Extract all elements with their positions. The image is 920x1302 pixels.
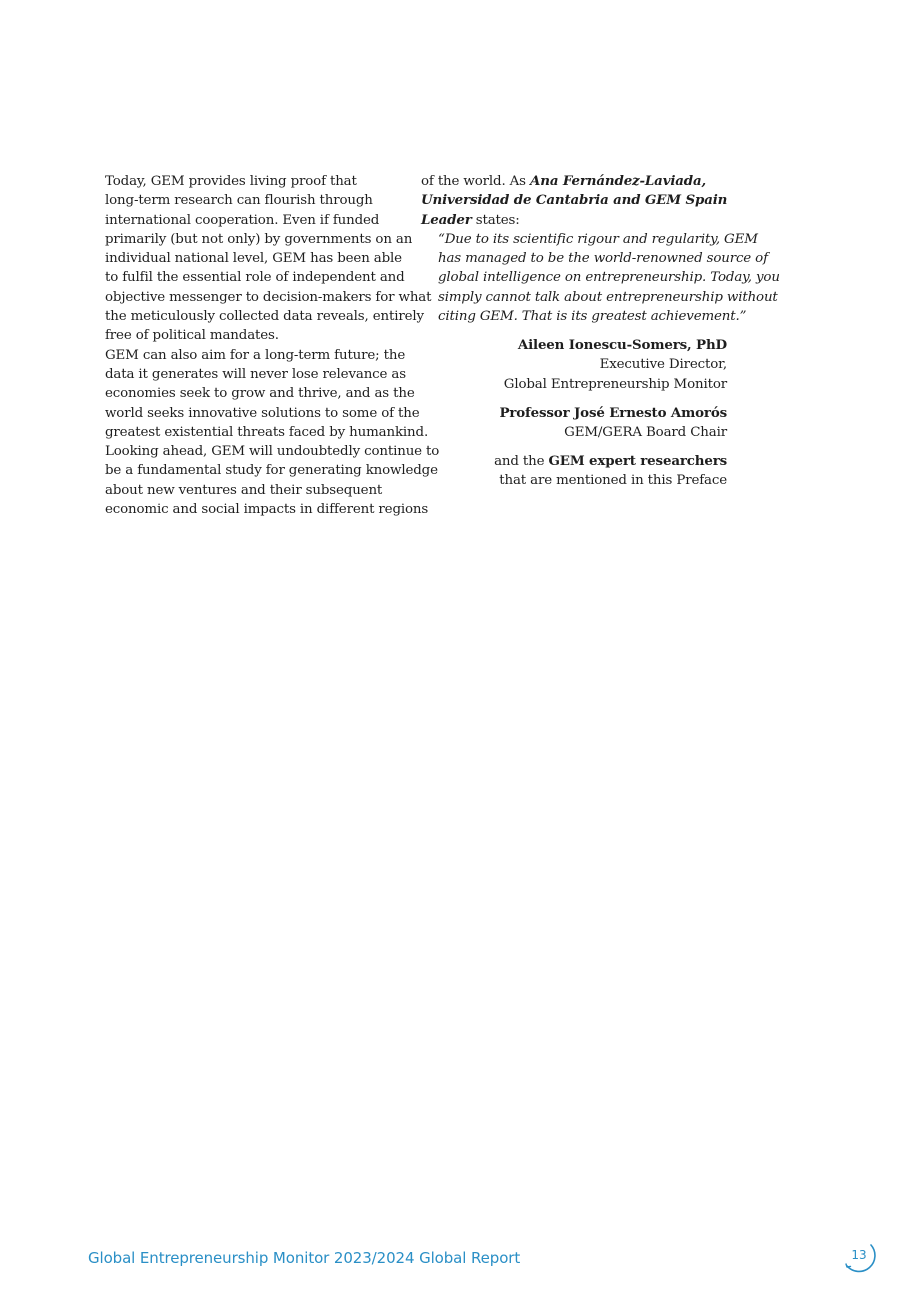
text-line: the meticulously collected data reveals, entirely [105,309,424,325]
signatory-title: GEM/GERA Board Chair [564,424,727,440]
text-line [421,172,727,191]
attribution-affiliation: Universidad de Cantabria and GEM Spain [421,192,728,209]
signatory-name: Aileen Ionescu-Somers, PhD [517,337,727,354]
text-line: long-term research can flourish through [105,193,373,209]
text-line: be a fundamental study for generating knowledge [105,463,438,479]
text-line: GEM can also aim for a long-term future; the [105,347,406,363]
text-line: free of political mandates. [105,328,279,344]
left-column [88,172,440,519]
signatory-organization: Global Entrepreneurship Monitor [503,376,727,392]
text-line: about new ventures and their subsequent [105,482,383,498]
page-number-badge [843,1240,877,1274]
text-line: Today, GEM provides living proof that [105,174,357,189]
signatory-prefix: and the [494,453,549,469]
text-line: greatest existential threats faced by humankind. [105,424,429,440]
signatory-name: Professor José Ernesto Amorós [499,404,727,421]
signatory-note: that are mentioned in this Preface [499,473,727,489]
text-line: primarily (but not only) by governments on an [105,231,413,247]
text-line: economic and social impacts in different regions [105,502,429,518]
page-number: 13 [851,1248,867,1262]
footer-report-title: Global Entrepreneurship Monitor 2023/2024 Global Report [88,1249,521,1267]
text-line [421,452,727,471]
attribution-name: Ana Fernández-Laviada, [530,173,707,189]
text-line: to fulfil the essential role of independent and [105,270,405,286]
signature-board-chair [421,404,727,443]
quote-block [421,230,780,326]
signature-executive-director [421,336,727,394]
text-line: individual national level, GEM has been able [105,251,402,267]
paragraph-attribution [421,172,727,230]
signatory-title: Executive Director, [599,357,727,373]
quote-line: “Due to its scientific rigour and regularity, GEM [438,231,758,247]
text-line: economies seek to grow and thrive, and as the [105,386,415,402]
text-line [421,211,727,230]
quote-line: global intelligence on entrepreneurship. Today, you [438,270,780,286]
signatory-group: GEM expert researchers [548,452,727,469]
text-line: Looking ahead, GEM will undoubtedly continue to [105,444,440,460]
intro-text: of the world. As [421,174,531,189]
quote-line: citing GEM. That is its greatest achievement.” [438,309,747,325]
text-line: international cooperation. Even if funded [105,212,380,228]
text-line: data it generates will never lose relevance as [105,366,406,382]
intro-text-end: states: [471,212,520,228]
text-line: objective messenger to decision-makers for what [105,289,432,305]
paragraph-long-term-future [88,346,440,520]
attribution-role: Leader [421,211,472,228]
signature-expert-researchers [421,452,727,491]
quote-line: simply cannot talk about entrepreneurship without [438,289,778,305]
text-line: world seeks innovative solutions to some of the [105,405,420,421]
paragraph-living-proof [88,172,432,346]
quote-line: has managed to be the world-renowned source of [438,251,768,267]
right-column [421,172,780,491]
